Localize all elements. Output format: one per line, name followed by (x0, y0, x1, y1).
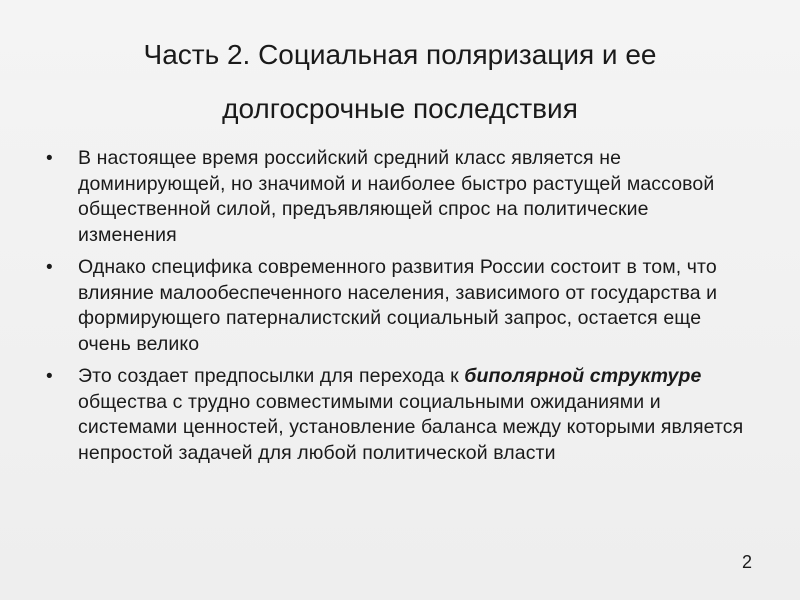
bullet-item-2 (44, 255, 744, 357)
page-number: 2 (741, 552, 752, 572)
bullet-emphasis: биполярной структуре (464, 365, 702, 387)
bullet-text (78, 365, 743, 464)
bullet-text-before: Это создает предпосылки для перехода к (78, 365, 465, 387)
bullet-list (44, 146, 744, 473)
bullet-text-after: общества с трудно совместимыми социальными ожиданиями и системами ценностей, установление баланса между которыми является непростой задачей для любой политической власти (78, 390, 744, 464)
slide-title-line-1: Часть 2. Социальная поляризация и ее (143, 39, 657, 70)
bullet-point-icon: • (46, 148, 53, 169)
slide-title (60, 28, 740, 136)
bullet-item-3 (44, 364, 744, 466)
bullet-text: В настоящее время российский средний класс является не доминирующей, но значимой и наиболее быстро растущей массовой общественной силой, предъявляющей спрос на политические изменения (78, 147, 715, 246)
bullet-point-icon: • (46, 366, 53, 387)
bullet-item-1 (44, 146, 744, 248)
slide-title-line-2: долгосрочные последствия (222, 93, 578, 124)
bullet-point-icon: • (46, 257, 53, 278)
bullet-text: Однако специфика современного развития России состоит в том, что влияние малообеспеченного населения, зависимого от государства и формирующего патерналистский социальный запрос, остается еще очень велико (78, 256, 718, 355)
